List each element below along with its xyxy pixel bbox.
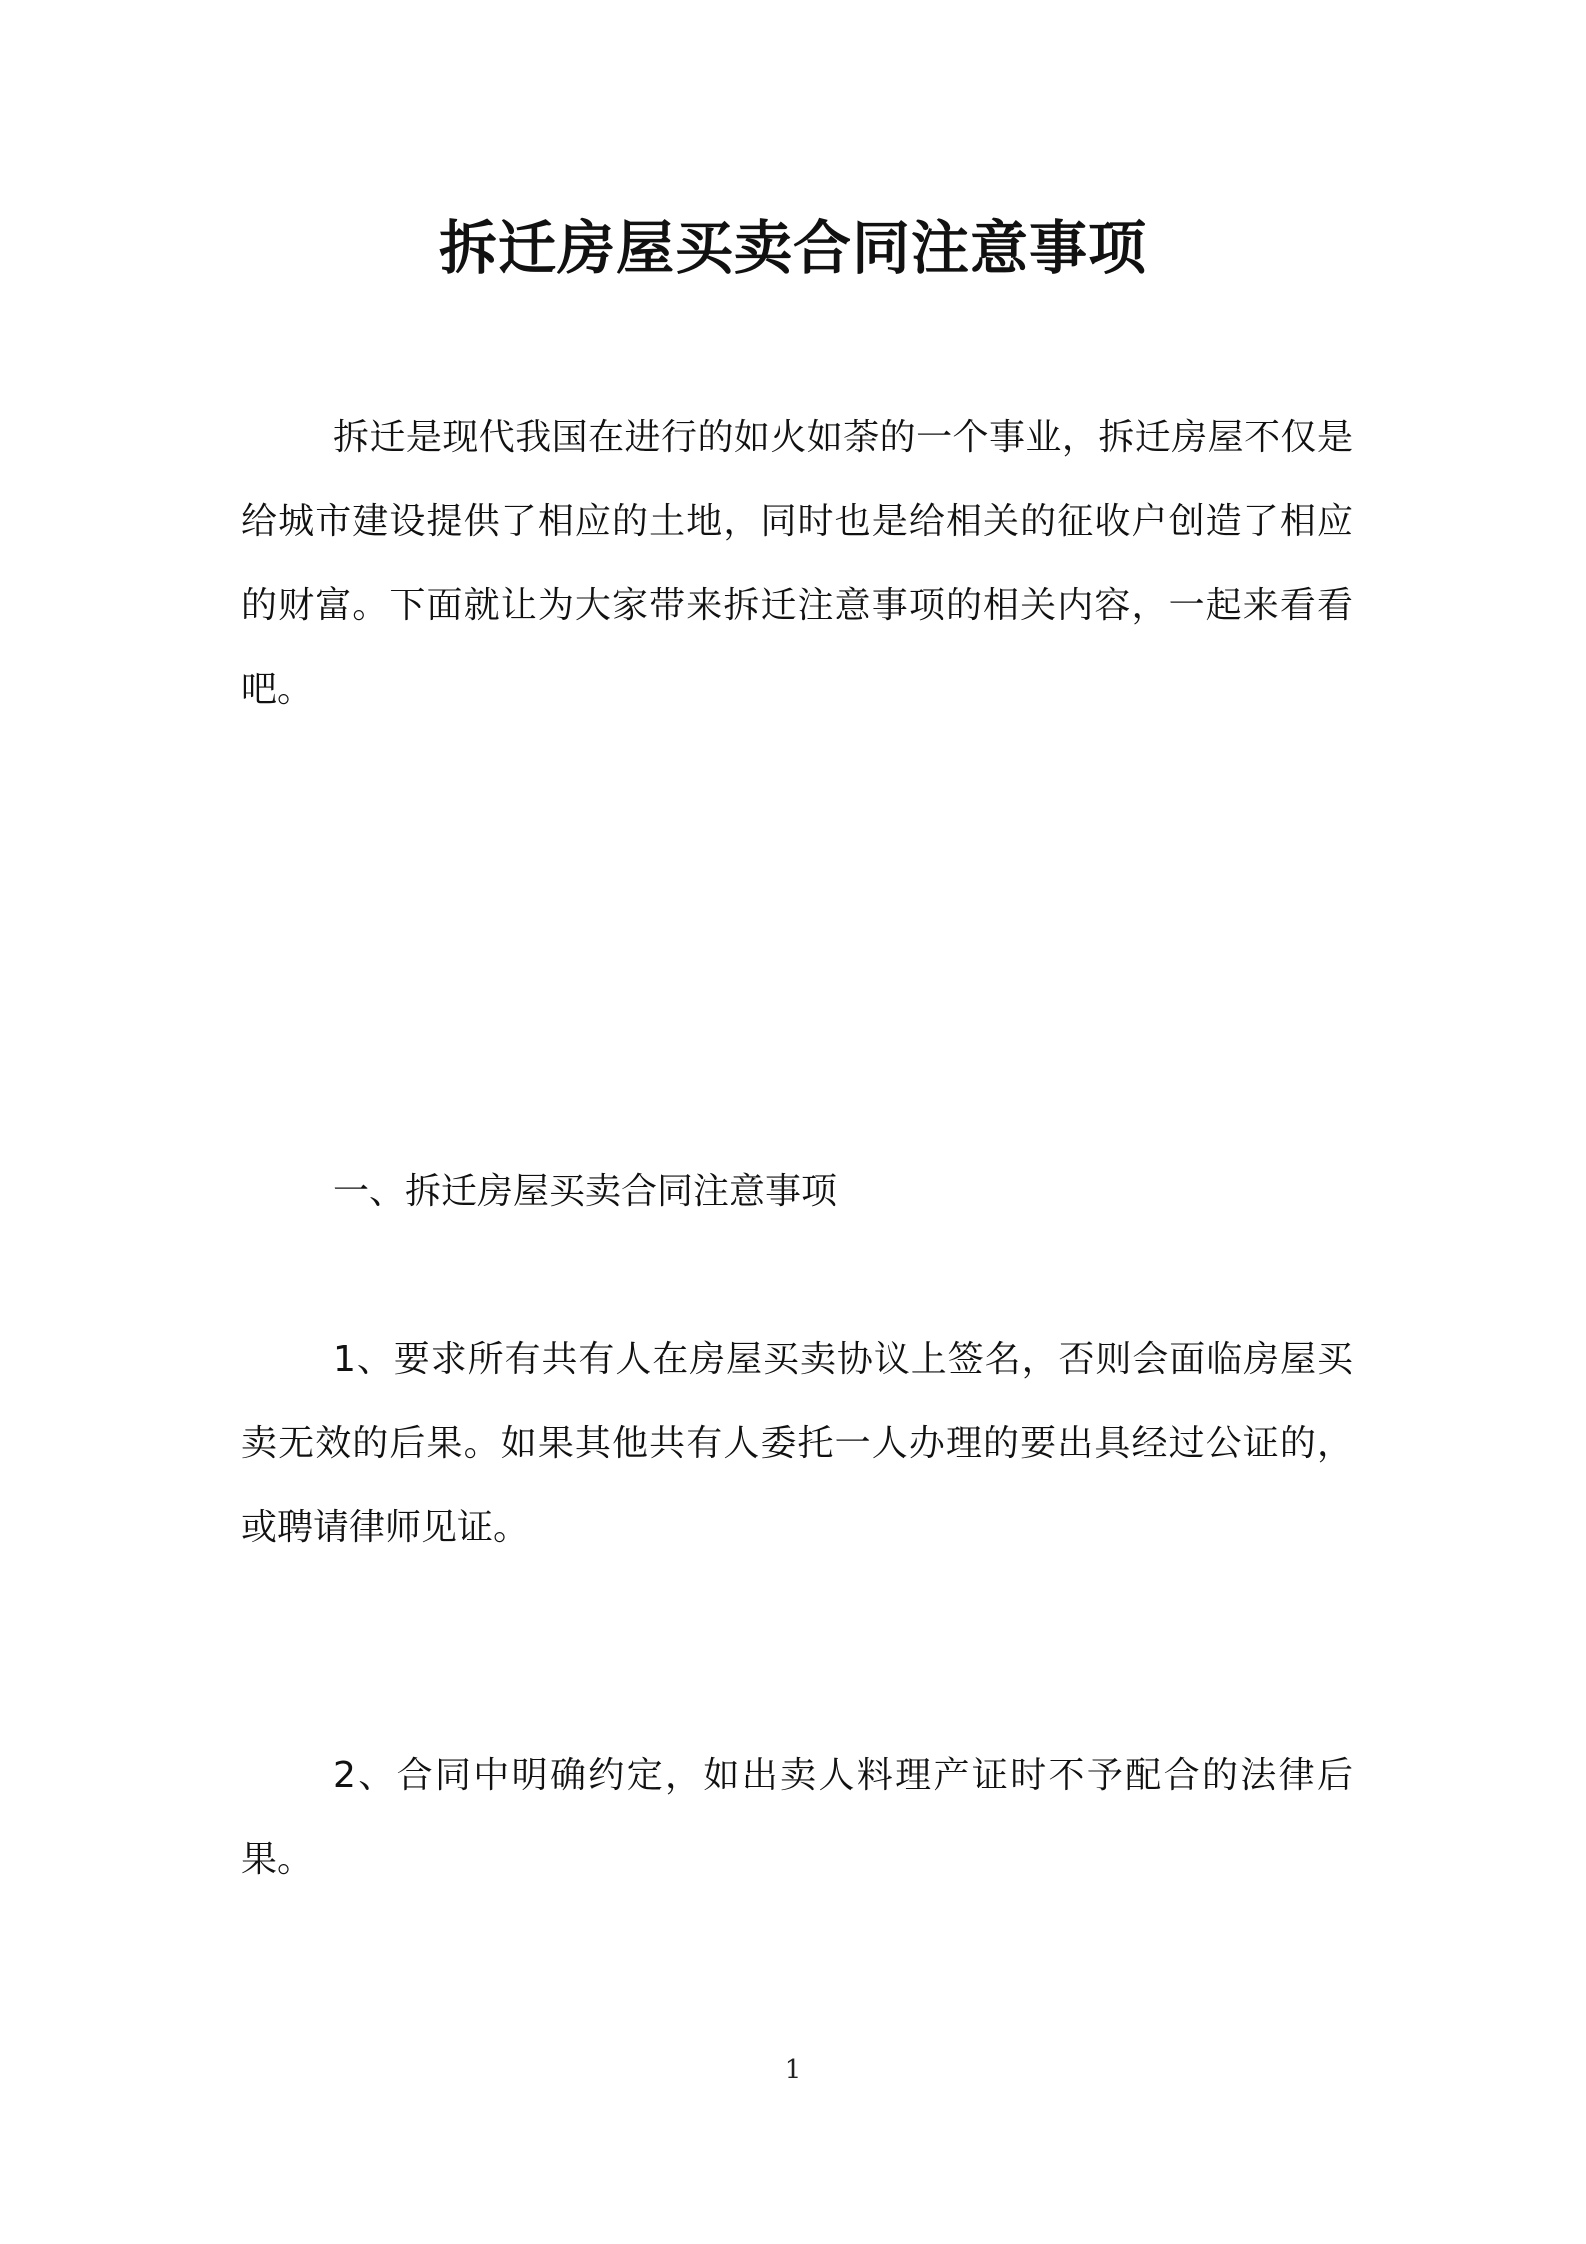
page-number: 1 — [784, 2055, 802, 2085]
intro-paragraph: 拆迁是现代我国在进行的如火如荼的一个事业，拆迁房屋不仅是给城市建设提供了相应的土地，同时也是给相关的征收户创造了相应的财富。下面就让为大家带来拆迁注意事项的相关内容，一起来看看吧。 — [241, 417, 1353, 710]
document-title: 拆迁房屋买卖合同注意事项 — [438, 214, 1147, 282]
section-heading: 一、拆迁房屋买卖合同注意事项 — [333, 1171, 838, 1212]
item-1-paragraph: 1、要求所有共有人在房屋买卖协议上签名，否则会面临房屋买卖无效的后果。如果其他共有人委托一人办理的要出具经过公证的，或聘请律师见证。 — [241, 1339, 1353, 1548]
item-2-paragraph: 2、合同中明确约定，如出卖人料理产证时不予配合的法律后果。 — [241, 1755, 1353, 1880]
